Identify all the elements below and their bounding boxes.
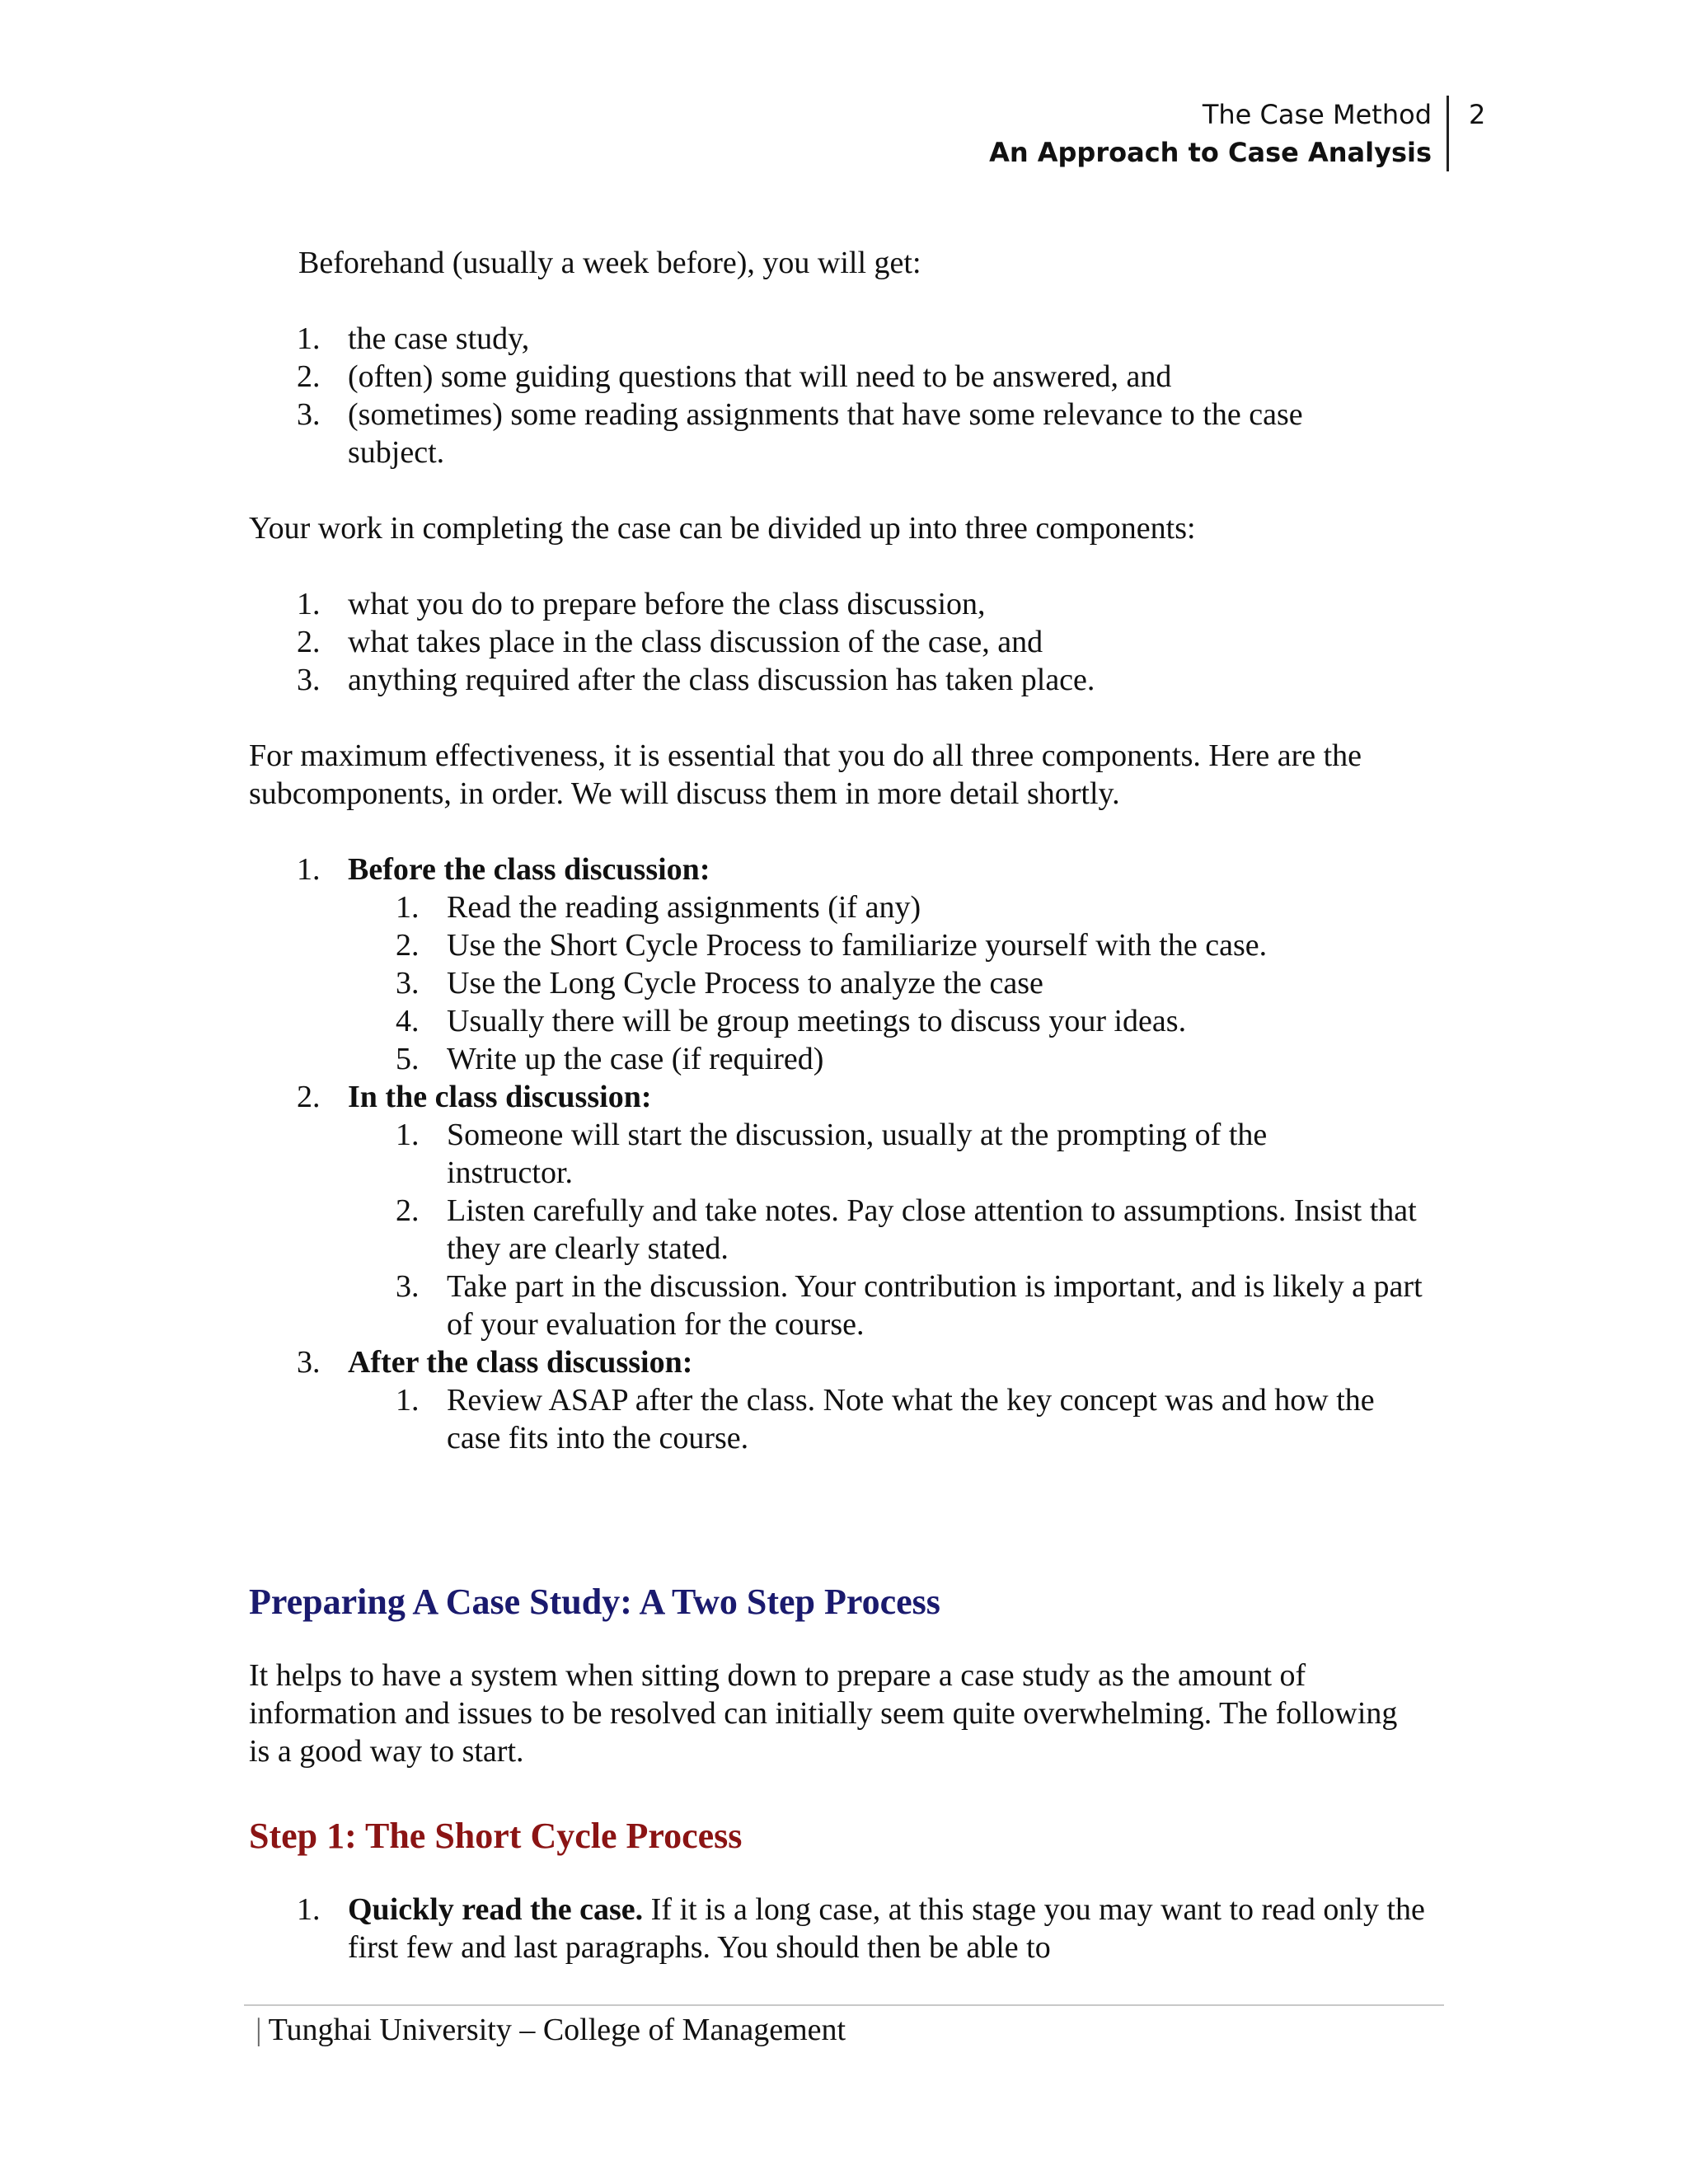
subcomponent-heading: 2. In the class discussion: bbox=[297, 1080, 652, 1114]
list-item: 2. Listen carefully and take notes. Pay close attention to assumptions. Insist that they are clearly stated. bbox=[396, 1193, 1417, 1266]
list-item: 2. (often) some guiding questions that will need to be answered, and bbox=[297, 359, 1172, 394]
list-item: 2. what takes place in the class discussion of the case, and bbox=[297, 625, 1043, 659]
section-heading: Preparing A Case Study: A Two Step Process bbox=[249, 1582, 940, 1622]
running-header bbox=[989, 96, 1449, 171]
list-item: 1. Read the reading assignments (if any) bbox=[396, 890, 921, 925]
section-paragraph: It helps to have a system when sitting down to prepare a case study as the amount of information and issues to be resolved can initially seem quite overwhelming. The following is a good way to start. bbox=[249, 1658, 1398, 1769]
header-title: The Case Method bbox=[1202, 99, 1432, 130]
step1-list bbox=[249, 1891, 1436, 1966]
list-item: 1. Review ASAP after the class. Note what the key concept was and how the case fits into the course. bbox=[396, 1383, 1375, 1455]
components-list bbox=[249, 585, 1436, 699]
list-item: 3. (sometimes) some reading assignments that have some relevance to the case subject. bbox=[297, 397, 1303, 470]
page-footer bbox=[256, 2011, 846, 2049]
work-intro-paragraph: Your work in completing the case can be divided up into three components: bbox=[249, 511, 1196, 546]
subcomponent-heading: 3. After the class discussion: bbox=[297, 1345, 693, 1380]
header-subtitle: An Approach to Case Analysis bbox=[989, 137, 1432, 168]
get-list bbox=[249, 320, 1436, 471]
list-item: 1. Quickly read the case. If it is a long case, at this stage you may want to read only the first few and last paragraphs. You should then be able to bbox=[297, 1892, 1425, 1965]
document-body bbox=[249, 244, 1436, 1457]
list-item: 4. Usually there will be group meetings to discuss your ideas. bbox=[396, 1004, 1187, 1038]
effectiveness-paragraph: For maximum effectiveness, it is essential that you do all three components. Here are the subcomponents, in order. We will discuss them in more detail shortly. bbox=[249, 738, 1362, 811]
subcomponent-heading: 1. Before the class discussion: bbox=[297, 852, 710, 887]
list-item: 1. Someone will start the discussion, usually at the prompting of the instructor. bbox=[396, 1118, 1268, 1190]
list-item: 3. Use the Long Cycle Process to analyze the case bbox=[396, 966, 1043, 1001]
section-two-step bbox=[249, 1579, 1436, 1770]
step1-heading: Step 1: The Short Cycle Process bbox=[249, 1816, 743, 1856]
list-item: 2. Use the Short Cycle Process to familiarize yourself with the case. bbox=[396, 928, 1268, 963]
subcomponents-list bbox=[249, 851, 1436, 1457]
footer-bar: | bbox=[256, 2013, 262, 2047]
footer-text: Tunghai University – College of Management bbox=[268, 2013, 846, 2047]
list-item: 1. what you do to prepare before the class discussion, bbox=[297, 587, 986, 621]
section-step-1 bbox=[249, 1813, 1436, 1966]
list-item: 5. Write up the case (if required) bbox=[396, 1042, 824, 1076]
list-item: 3. anything required after the class discussion has taken place. bbox=[297, 663, 1095, 697]
page-number: 2 bbox=[1469, 99, 1486, 130]
step1-lead: Quickly read the case. bbox=[348, 1892, 644, 1927]
list-item: 3. Take part in the discussion. Your contribution is important, and is likely a part of your evaluation for the course. bbox=[396, 1269, 1423, 1342]
footer-divider bbox=[244, 2004, 1444, 2006]
intro-paragraph: Beforehand (usually a week before), you will get: bbox=[298, 246, 921, 280]
list-item: 1. the case study, bbox=[297, 321, 530, 356]
